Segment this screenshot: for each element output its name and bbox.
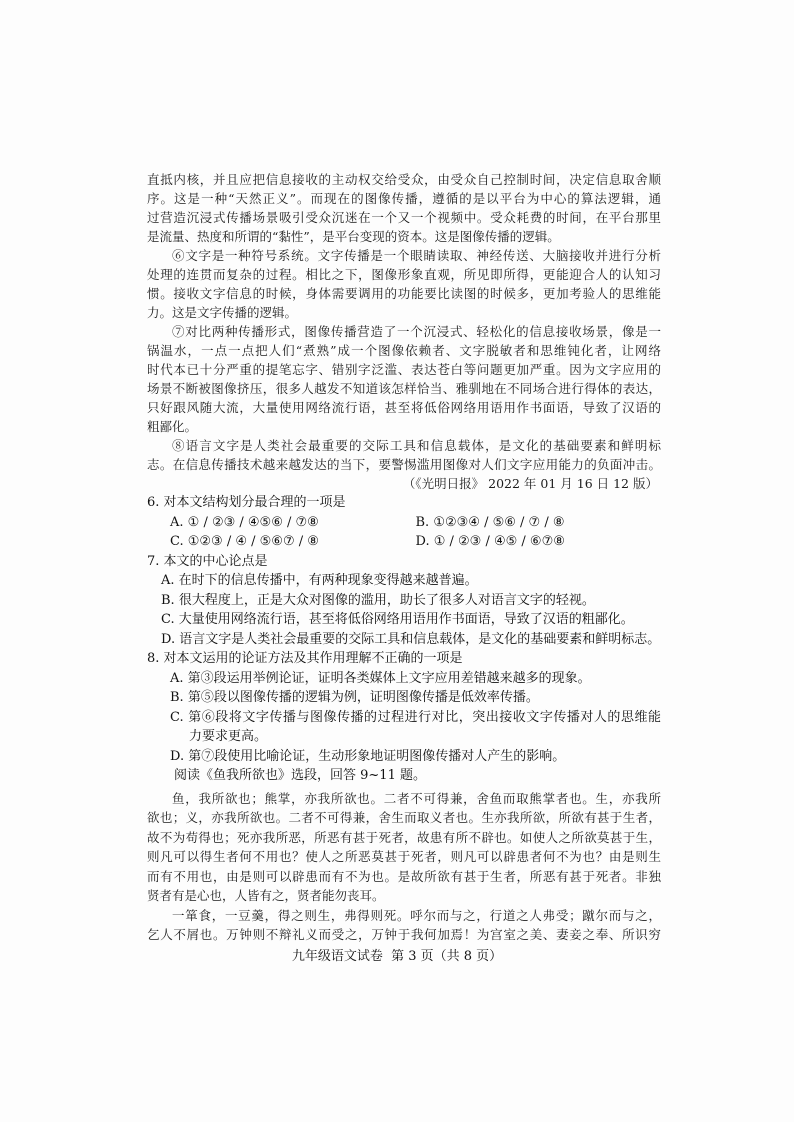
question-8-stem: 8. 对本文运用的论证方法及其作用理解不正确的一项是 (147, 651, 463, 666)
passage-line: 过营造沉浸式传播场景吸引受众沉迷在一个又一个视频中。受众耗费的时间，在平台那里 (147, 210, 661, 225)
paragraph-6-line: 处理的连贯而复杂的过程。相比之下，图像形象直观，所见即所得，更能迎合人的认知习 (147, 267, 661, 282)
question-8 (147, 649, 661, 766)
article-passage (147, 170, 661, 493)
question-6-option-c: C. ①②③ / ④ / ⑤⑥⑦ / ⑧ (170, 534, 319, 549)
paragraph-7-line: 时代本已十分严重的提笔忘字、错别字泛滥、表达苍白等问题更加严重。因为文字应用的 (147, 362, 661, 377)
classical-line: 一箪食，一豆羹，得之则生，弗得则死。呼尔而与之，行道之人弗受；蹴尔而与之， (172, 907, 661, 923)
question-6-option-d: D. ① / ②③ / ④⑤ / ⑥⑦⑧ (415, 534, 565, 549)
classical-passage (147, 789, 661, 945)
question-7-stem: 7. 本文的中心论点是 (147, 553, 268, 569)
page-footer: 九年级语文试卷 第 3 页（共 8 页） (291, 949, 503, 964)
question-7-option-c: C. 大量使用网络流行语，甚至将低俗网络用语用作书面语，导致了汉语的粗鄙化。 (161, 612, 634, 627)
question-6-options-row (147, 513, 661, 533)
paragraph-6-line: ⑥文字是一种符号系统。文字传播是一个眼睛读取、神经传送、大脑接收并进行分析 (172, 248, 661, 263)
question-6-option-b: B. ①②③④ / ⑤⑥ / ⑦ / ⑧ (415, 514, 565, 530)
question-8-option-b: B. 第⑤段以图像传播的逻辑为例，证明图像传播是低效率传播。 (170, 690, 539, 705)
page-content (147, 170, 661, 945)
classical-line: 乞人不屑也。万钟则不辩礼义而受之，万钟于我何加焉！为宫室之美、妻妾之奉、所识穷 (147, 927, 661, 942)
question-7 (147, 552, 661, 650)
reading-instruction: 阅读《鱼我所欲也》选段，回答 9~11 题。 (174, 768, 426, 783)
passage-line: 是流量、热度和所谓的“黏性”，是平台变现的资本。这是图像传播的逻辑。 (147, 229, 560, 244)
classical-line: 欲也；义，亦我所欲也。二者不可得兼，舍生而取义者也。生亦我所欲，所欲有甚于生者， (147, 810, 661, 825)
classical-line: 贤者有是心也，人皆有之，贤者能勿丧耳。 (147, 888, 385, 903)
question-6 (147, 493, 661, 552)
question-7-option-b: B. 很大程度上，正是大众对图像的滥用，助长了很多人对语言文字的轻视。 (161, 592, 595, 608)
question-7-option-d: D. 语言文字是人类社会最重要的交际工具和信息载体，是文化的基础要素和鲜明标志。 (161, 631, 661, 647)
classical-line: 故不为苟得也；死亦我所恶，所恶有甚于死者，故患有所不辟也。如使人之所欲莫甚于生， (147, 829, 661, 845)
passage-line: 序。这是一种“天然正义”。而现在的图像传播，遵循的是以平台为中心的算法逻辑，通 (147, 191, 661, 206)
question-8-option-c-continued: 力要求更高。 (189, 729, 268, 744)
paragraph-6-line: 惯。接收文字信息的时候，身体需要调用的功能要比读图的时候多，更加考验人的思维能 (147, 286, 661, 301)
classical-line: 而有不用也，由是则可以辟患而有不为也。是故所欲有甚于生者，所恶有甚于死者。非独 (147, 868, 661, 884)
question-8-option-a: A. 第③段运用举例论证，证明各类媒体上文字应用差错越来越多的现象。 (170, 670, 591, 686)
question-7-option-a: A. 在时下的信息传播中，有两种现象变得越来越普遍。 (161, 573, 478, 588)
question-6-options-row (147, 532, 661, 552)
classical-line: 鱼，我所欲也；熊掌，亦我所欲也。二者不可得兼，舍鱼而取熊掌者也。生，亦我所 (172, 790, 661, 806)
paragraph-8-line: 志。在信息传播技术越来越发达的当下，要警惕滥用图像对人们文字应用能力的负面冲击。 (147, 457, 661, 472)
question-6-option-a: A. ① / ②③ / ④⑤⑥ / ⑦⑧ (170, 514, 319, 530)
paragraph-8-line: ⑧语言文字是人类社会最重要的交际工具和信息载体，是文化的基础要素和鲜明标 (172, 438, 661, 453)
paragraph-7-line: ⑦对比两种传播形式，图像传播营造了一个沉浸式、轻松化的信息接收场景，像是一 (172, 324, 661, 339)
question-8-option-d: D. 第⑦段使用比喻论证，生动形象地证明图像传播对人产生的影响。 (170, 748, 566, 764)
question-6-stem: 6. 对本文结构划分最合理的一项是 (147, 495, 346, 510)
paragraph-7-line: 场景不断被图像挤压，很多人越发不知道该怎样恰当、雅驯地在不同场合进行得体的表达， (147, 381, 661, 396)
source-citation: （《光明日报》 2022 年 01 月 16 日 12 版） (402, 476, 658, 491)
question-8-option-c: C. 第⑥段将文字传播与图像传播的过程进行对比，突出接收文字传播对人的思维能 (170, 709, 661, 725)
paragraph-7-line: 只好跟风随大流，大量使用网络流行语，甚至将低俗网络用语用作书面语，导致了汉语的 (147, 400, 661, 415)
classical-line: 则凡可以得生者何不用也？使人之所恶莫甚于死者，则凡可以辟患者何不为也？由是则生 (147, 849, 661, 864)
paragraph-7-line: 锅温水，一点一点把人们“煮熟”成一个图像依赖者、文字脱敏者和思维钝化者，让网络 (147, 343, 661, 358)
paragraph-6-line: 力。这是文字传播的逻辑。 (147, 305, 298, 320)
paragraph-7-line: 粗鄙化。 (147, 419, 198, 434)
questions-section (147, 493, 661, 786)
passage-line: 直抵内核，并且应把信息接收的主动权交给受众，由受众自己控制时间，决定信息取舍顺 (147, 172, 661, 187)
